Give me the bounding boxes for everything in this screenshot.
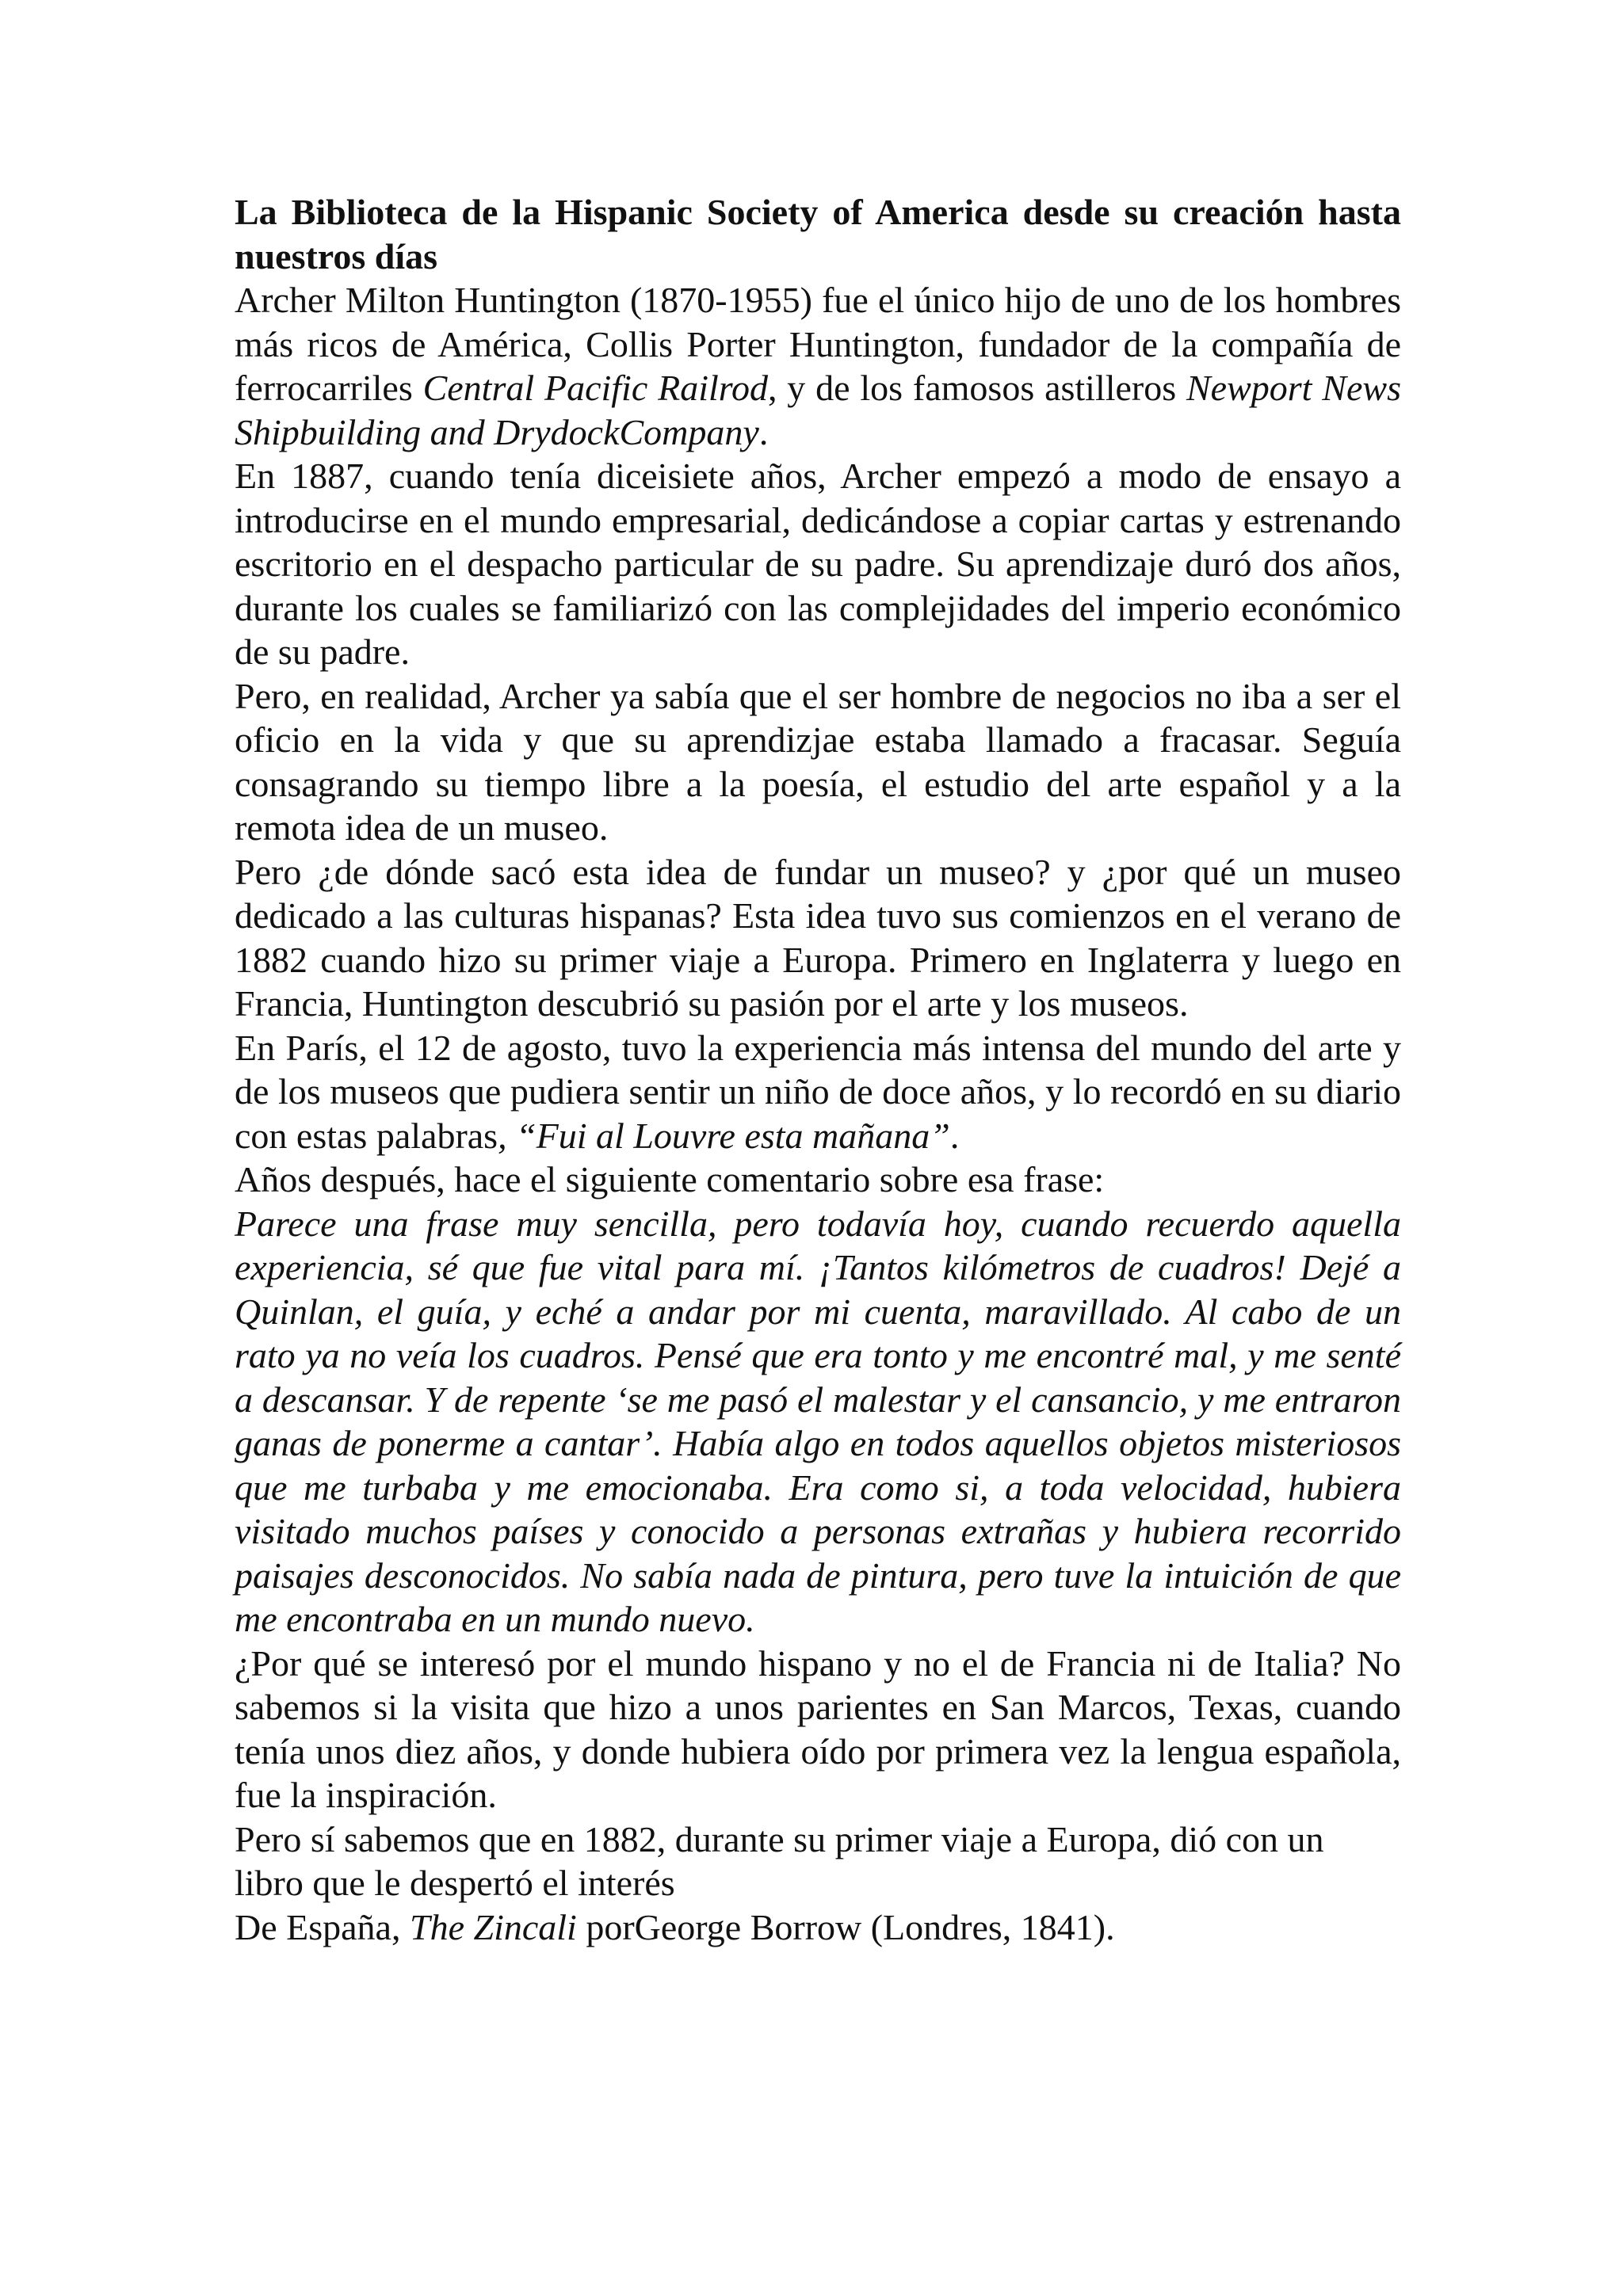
document-title: La Biblioteca de la Hispanic Society of America desde su creación hasta nuestros días [235,192,1401,277]
book-title: The Zincali [409,1906,577,1947]
paragraph-text: . [949,1115,960,1156]
diary-quote: , “Fui al Louvre esta mañana” [498,1115,950,1156]
paragraph-text: . [758,411,769,452]
paragraph-paris [235,1026,1401,1158]
paragraph-zincali [235,1905,1401,1950]
paragraph-text: Archer Milton Huntington (1870-1955) fue el único hijo de uno de los hombres más ricos de América, Collis Porter Huntington, fundador de la compañía de ferrocarriles [235,280,1401,408]
shipyard-name: Newport News Shipbuilding and DrydockCompany [235,368,1401,452]
paragraph-text: porGeorge Borrow (Londres, 1841). [576,1906,1115,1947]
railroad-name: Central Pacific Railrod [422,368,768,408]
paragraph-1882-book: Pero sí sabemos que en 1882, durante su primer viaje a Europa, dió con un libro que le despertó el interés [235,1818,1324,1903]
paragraph-huntington-intro [235,278,1401,454]
paragraph-text: De España, [235,1906,410,1947]
block-quote: Parece una frase muy sencilla, pero todavía hoy, cuando recuerdo aquella experiencia, sé que fue vital para mí. ¡Tantos kilómetros de cuadros! Dejé a Quinlan, el guía, y eché a andar por mi cuenta, maravillado. Al cabo de un rato ya no veía los cuadros. Pensé que era tonto y me encontré mal, y me senté a descansar. Y de repente ‘se me pasó el malestar y el cansancio, y me entraron ganas de ponerme a cantar’. Había algo en todos aquellos objetos misteriosos que me turbaba y me emocionaba. Era como si, a toda velocidad, hubiera visitado muchos países y conocido a personas extrañas y hubiera recorrido paisajes desconocidos. No sabía nada de pintura, pero tuve la intuición de que me encontraba en un mundo nuevo. [235,1203,1401,1639]
paragraph-museum-idea: Pero ¿de dónde sacó esta idea de fundar un museo? y ¿por qué un museo dedicado a las culturas hispanas? Esta idea tuvo sus comienzos en el verano de 1882 cuando hizo su primer viaje a Europa. Primero en Inglaterra y luego en Francia, Huntington descubrió su pasión por el arte y los museos. [235,851,1401,1024]
paragraph-comment-intro: Años después, hace el siguiente comentario sobre esa frase: [235,1159,1105,1199]
paragraph-business: Pero, en realidad, Archer ya sabía que el ser hombre de negocios no iba a ser el oficio en la vida y que su aprendizjae estaba llamado a fracasar. Seguía consagrando su tiempo libre a la poesía, el estudio del arte español y a la remota idea de un museo. [235,675,1401,848]
paragraph-text: En París, el 12 de agosto, tuvo la experiencia más intensa del mundo del arte y de los museos que pudiera sentir un niño de doce años, y lo recordó en su diario con estas palabras [235,1027,1401,1156]
paragraph-hispanic-interest: ¿Por qué se interesó por el mundo hispano y no el de Francia ni de Italia? No sabemos si la visita que hizo a unos parientes en San Marcos, Texas, cuando tenía unos diez años, y donde hubiera oído por primera vez la lengua española, fue la inspiración. [235,1642,1401,1815]
paragraph-1887: En 1887, cuando tenía diceisiete años, Archer empezó a modo de ensayo a introducirse en el mundo empresarial, dedicándose a copiar cartas y estrenando escritorio en el despacho particular de su padre. Su aprendizaje duró dos años, durante los cuales se familiarizó con las complejidades del imperio económico de su padre. [235,456,1401,672]
document-page [235,190,1401,1949]
paragraph-text: , y de los famosos astilleros [767,368,1186,408]
